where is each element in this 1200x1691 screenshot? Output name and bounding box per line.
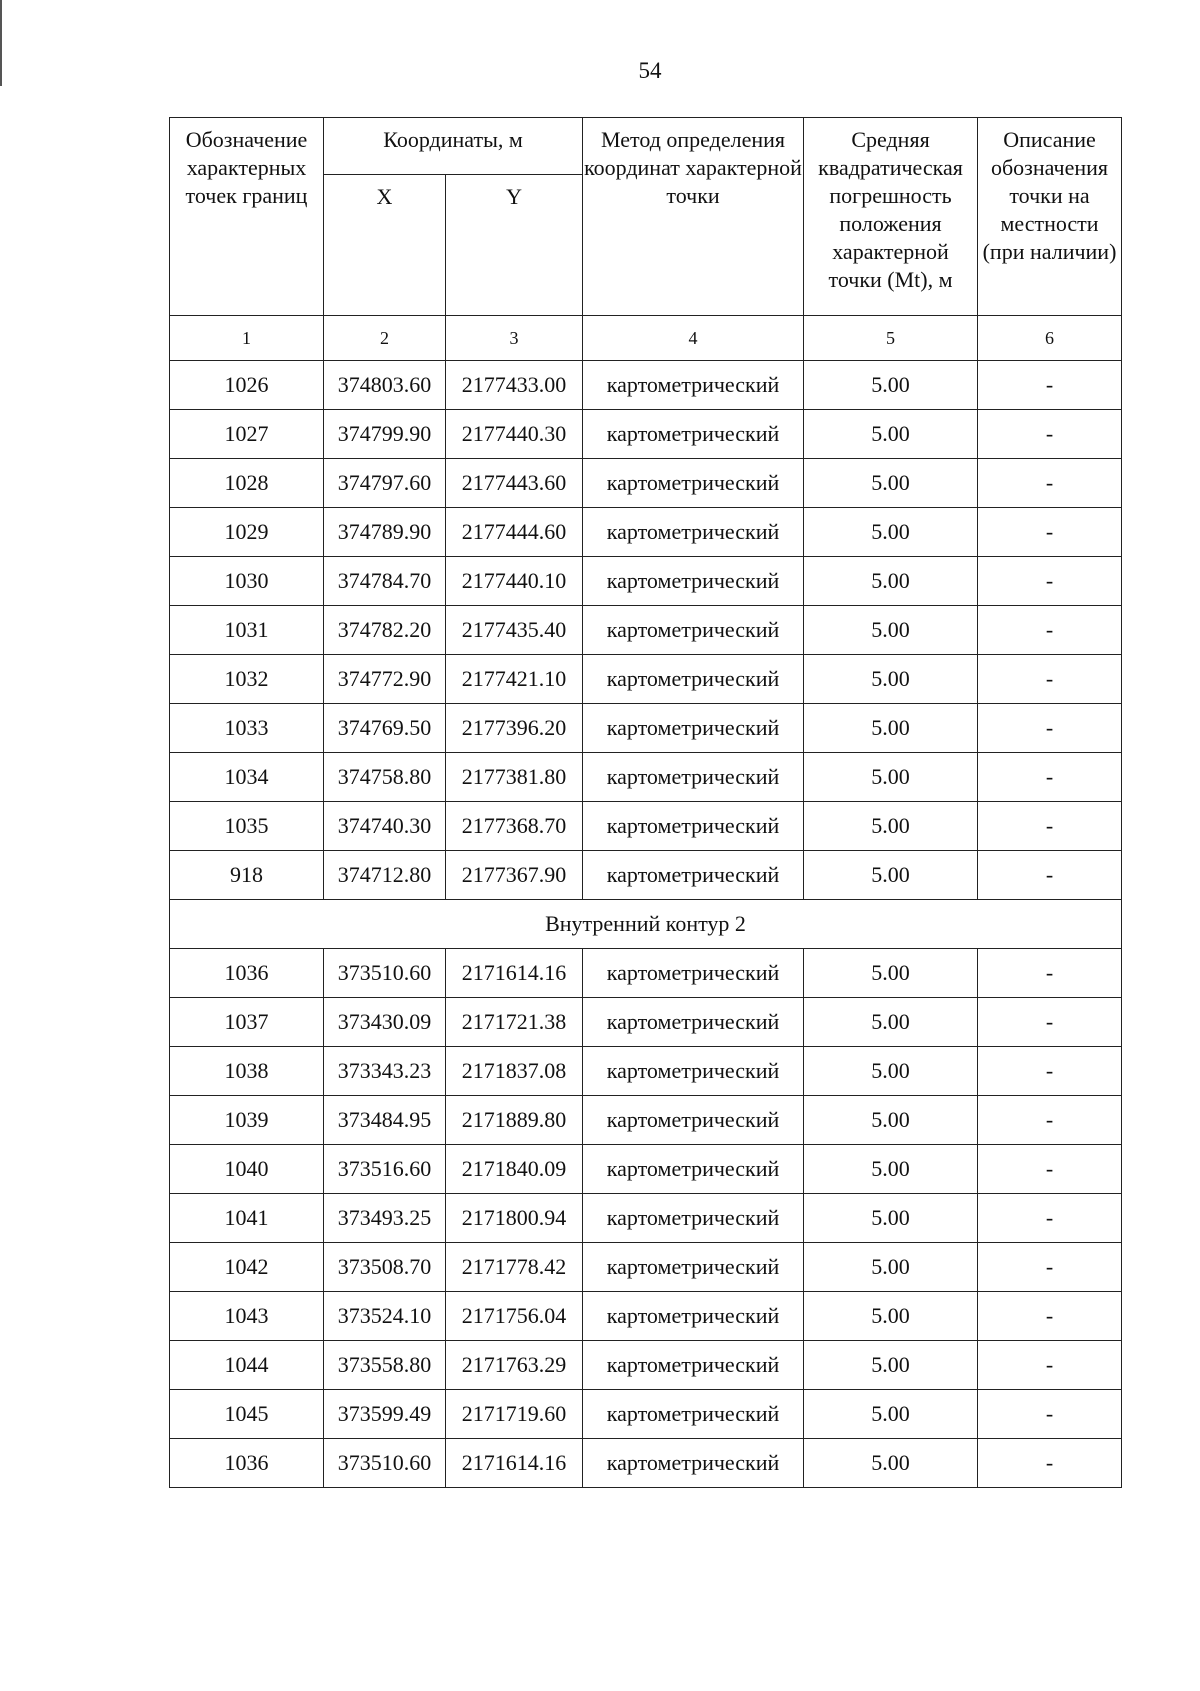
description-cell: - <box>978 998 1122 1047</box>
table-row <box>170 704 1122 753</box>
method-cell: картометрический <box>583 802 804 851</box>
column-number: 3 <box>446 316 583 361</box>
method-cell: картометрический <box>583 1292 804 1341</box>
description-cell: - <box>978 802 1122 851</box>
point-cell: 1029 <box>170 508 324 557</box>
column-number: 5 <box>804 316 978 361</box>
column-number: 6 <box>978 316 1122 361</box>
table-body-outer-contour <box>170 361 1122 900</box>
point-cell: 1036 <box>170 1439 324 1488</box>
y-coordinate-cell: 2177367.90 <box>446 851 583 900</box>
x-coordinate-cell: 374797.60 <box>324 459 446 508</box>
x-coordinate-cell: 373493.25 <box>324 1194 446 1243</box>
x-coordinate-cell: 373484.95 <box>324 1096 446 1145</box>
error-cell: 5.00 <box>804 1292 978 1341</box>
description-cell: - <box>978 753 1122 802</box>
y-coordinate-cell: 2171840.09 <box>446 1145 583 1194</box>
table-row <box>170 1439 1122 1488</box>
method-cell: картометрический <box>583 459 804 508</box>
description-cell: - <box>978 1145 1122 1194</box>
column-number: 1 <box>170 316 324 361</box>
y-coordinate-cell: 2171837.08 <box>446 1047 583 1096</box>
error-cell: 5.00 <box>804 1096 978 1145</box>
header-point: Обозначение характерных точек границ <box>170 118 324 316</box>
error-cell: 5.00 <box>804 998 978 1047</box>
error-cell: 5.00 <box>804 655 978 704</box>
y-coordinate-cell: 2171889.80 <box>446 1096 583 1145</box>
coordinates-table <box>169 117 1122 1488</box>
method-cell: картометрический <box>583 851 804 900</box>
method-cell: картометрический <box>583 655 804 704</box>
table-row <box>170 1145 1122 1194</box>
point-cell: 1037 <box>170 998 324 1047</box>
header-error: Средняя квадратическая погрешность положения характерной точки (Mt), м <box>804 118 978 316</box>
table-row <box>170 508 1122 557</box>
point-cell: 1036 <box>170 949 324 998</box>
error-cell: 5.00 <box>804 802 978 851</box>
description-cell: - <box>978 361 1122 410</box>
point-cell: 1040 <box>170 1145 324 1194</box>
method-cell: картометрический <box>583 704 804 753</box>
y-coordinate-cell: 2171614.16 <box>446 1439 583 1488</box>
table-row <box>170 1194 1122 1243</box>
description-cell: - <box>978 1243 1122 1292</box>
method-cell: картометрический <box>583 998 804 1047</box>
x-coordinate-cell: 374803.60 <box>324 361 446 410</box>
description-cell: - <box>978 851 1122 900</box>
page-number: 54 <box>638 58 662 83</box>
column-number-row <box>170 316 1122 361</box>
table-row <box>170 1047 1122 1096</box>
y-coordinate-cell: 2171778.42 <box>446 1243 583 1292</box>
method-cell: картометрический <box>583 753 804 802</box>
section-title: Внутренний контур 2 <box>170 900 1122 949</box>
table-row <box>170 410 1122 459</box>
x-coordinate-cell: 374784.70 <box>324 557 446 606</box>
description-cell: - <box>978 1439 1122 1488</box>
description-cell: - <box>978 949 1122 998</box>
description-cell: - <box>978 1194 1122 1243</box>
description-cell: - <box>978 459 1122 508</box>
y-coordinate-cell: 2177368.70 <box>446 802 583 851</box>
point-cell: 1034 <box>170 753 324 802</box>
method-cell: картометрический <box>583 606 804 655</box>
x-coordinate-cell: 373508.70 <box>324 1243 446 1292</box>
table-row <box>170 1096 1122 1145</box>
point-cell: 1028 <box>170 459 324 508</box>
point-cell: 1027 <box>170 410 324 459</box>
description-cell: - <box>978 1292 1122 1341</box>
table-row <box>170 459 1122 508</box>
description-cell: - <box>978 1047 1122 1096</box>
x-coordinate-cell: 374712.80 <box>324 851 446 900</box>
table-row <box>170 1243 1122 1292</box>
description-cell: - <box>978 1390 1122 1439</box>
description-cell: - <box>978 655 1122 704</box>
x-coordinate-cell: 373510.60 <box>324 949 446 998</box>
description-cell: - <box>978 557 1122 606</box>
table-row <box>170 557 1122 606</box>
description-cell: - <box>978 1341 1122 1390</box>
y-coordinate-cell: 2171721.38 <box>446 998 583 1047</box>
point-cell: 1043 <box>170 1292 324 1341</box>
column-number: 2 <box>324 316 446 361</box>
table-row <box>170 802 1122 851</box>
table-row <box>170 1390 1122 1439</box>
x-coordinate-cell: 373558.80 <box>324 1341 446 1390</box>
table-row <box>170 1292 1122 1341</box>
method-cell: картометрический <box>583 949 804 998</box>
x-coordinate-cell: 374758.80 <box>324 753 446 802</box>
header-coordinates: Координаты, м <box>324 118 583 175</box>
point-cell: 1031 <box>170 606 324 655</box>
method-cell: картометрический <box>583 1145 804 1194</box>
y-coordinate-cell: 2171719.60 <box>446 1390 583 1439</box>
x-coordinate-cell: 373343.23 <box>324 1047 446 1096</box>
y-coordinate-cell: 2177443.60 <box>446 459 583 508</box>
table-row <box>170 1341 1122 1390</box>
table-row <box>170 361 1122 410</box>
error-cell: 5.00 <box>804 949 978 998</box>
y-coordinate-cell: 2177435.40 <box>446 606 583 655</box>
point-cell: 1042 <box>170 1243 324 1292</box>
point-cell: 1030 <box>170 557 324 606</box>
x-coordinate-cell: 373516.60 <box>324 1145 446 1194</box>
description-cell: - <box>978 410 1122 459</box>
error-cell: 5.00 <box>804 1243 978 1292</box>
y-coordinate-cell: 2177381.80 <box>446 753 583 802</box>
error-cell: 5.00 <box>804 1145 978 1194</box>
header-y: Y <box>446 175 583 316</box>
y-coordinate-cell: 2177440.10 <box>446 557 583 606</box>
error-cell: 5.00 <box>804 704 978 753</box>
x-coordinate-cell: 374769.50 <box>324 704 446 753</box>
column-number: 4 <box>583 316 804 361</box>
y-coordinate-cell: 2177444.60 <box>446 508 583 557</box>
x-coordinate-cell: 374799.90 <box>324 410 446 459</box>
point-cell: 1026 <box>170 361 324 410</box>
method-cell: картометрический <box>583 1439 804 1488</box>
method-cell: картометрический <box>583 410 804 459</box>
error-cell: 5.00 <box>804 508 978 557</box>
method-cell: картометрический <box>583 557 804 606</box>
point-cell: 1035 <box>170 802 324 851</box>
table-row <box>170 851 1122 900</box>
header-method: Метод определения координат характерной точки <box>583 118 804 316</box>
x-coordinate-cell: 374772.90 <box>324 655 446 704</box>
y-coordinate-cell: 2177433.00 <box>446 361 583 410</box>
description-cell: - <box>978 508 1122 557</box>
x-coordinate-cell: 374740.30 <box>324 802 446 851</box>
method-cell: картометрический <box>583 508 804 557</box>
point-cell: 1041 <box>170 1194 324 1243</box>
method-cell: картометрический <box>583 361 804 410</box>
x-coordinate-cell: 374789.90 <box>324 508 446 557</box>
description-cell: - <box>978 606 1122 655</box>
point-cell: 1039 <box>170 1096 324 1145</box>
y-coordinate-cell: 2171763.29 <box>446 1341 583 1390</box>
x-coordinate-cell: 373524.10 <box>324 1292 446 1341</box>
x-coordinate-cell: 373599.49 <box>324 1390 446 1439</box>
error-cell: 5.00 <box>804 1439 978 1488</box>
error-cell: 5.00 <box>804 557 978 606</box>
table-row <box>170 606 1122 655</box>
point-cell: 918 <box>170 851 324 900</box>
point-cell: 1044 <box>170 1341 324 1390</box>
header-description: Описание обозначения точки на местности (при наличии) <box>978 118 1122 316</box>
point-cell: 1033 <box>170 704 324 753</box>
table-section <box>170 900 1122 949</box>
error-cell: 5.00 <box>804 606 978 655</box>
y-coordinate-cell: 2177440.30 <box>446 410 583 459</box>
method-cell: картометрический <box>583 1194 804 1243</box>
error-cell: 5.00 <box>804 1341 978 1390</box>
x-coordinate-cell: 374782.20 <box>324 606 446 655</box>
y-coordinate-cell: 2171614.16 <box>446 949 583 998</box>
table-row <box>170 998 1122 1047</box>
method-cell: картометрический <box>583 1243 804 1292</box>
method-cell: картометрический <box>583 1341 804 1390</box>
method-cell: картометрический <box>583 1096 804 1145</box>
error-cell: 5.00 <box>804 410 978 459</box>
description-cell: - <box>978 1096 1122 1145</box>
y-coordinate-cell: 2171800.94 <box>446 1194 583 1243</box>
error-cell: 5.00 <box>804 1390 978 1439</box>
error-cell: 5.00 <box>804 361 978 410</box>
header-x: X <box>324 175 446 316</box>
x-coordinate-cell: 373510.60 <box>324 1439 446 1488</box>
table-row <box>170 949 1122 998</box>
method-cell: картометрический <box>583 1047 804 1096</box>
y-coordinate-cell: 2171756.04 <box>446 1292 583 1341</box>
error-cell: 5.00 <box>804 459 978 508</box>
error-cell: 5.00 <box>804 851 978 900</box>
y-coordinate-cell: 2177421.10 <box>446 655 583 704</box>
table-row <box>170 655 1122 704</box>
error-cell: 5.00 <box>804 1194 978 1243</box>
point-cell: 1045 <box>170 1390 324 1439</box>
method-cell: картометрический <box>583 1390 804 1439</box>
table-body-inner-contour-2 <box>170 949 1122 1488</box>
error-cell: 5.00 <box>804 753 978 802</box>
point-cell: 1032 <box>170 655 324 704</box>
x-coordinate-cell: 373430.09 <box>324 998 446 1047</box>
description-cell: - <box>978 704 1122 753</box>
table-row <box>170 753 1122 802</box>
y-coordinate-cell: 2177396.20 <box>446 704 583 753</box>
error-cell: 5.00 <box>804 1047 978 1096</box>
point-cell: 1038 <box>170 1047 324 1096</box>
